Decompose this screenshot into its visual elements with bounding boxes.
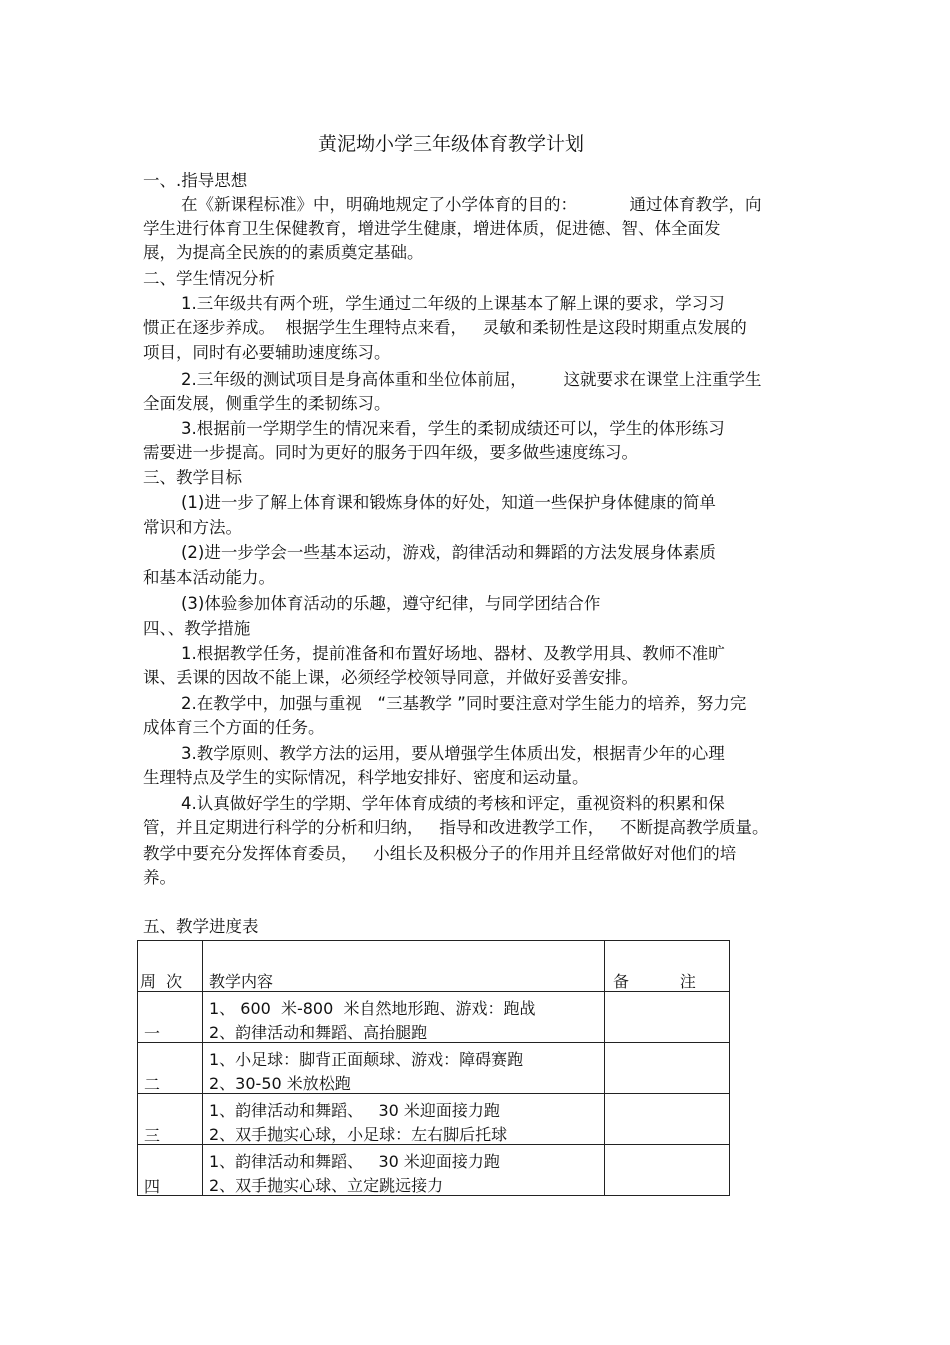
content-line: 1、小足球：脚背正面颠球、游戏：障碍赛跑 <box>209 1050 524 1069</box>
section-text-line: (2)进一步学会一些基本运动，游戏，韵律活动和舞蹈的方法发展身体素质 <box>181 543 716 562</box>
table-row <box>138 1043 730 1094</box>
content-line: 1、 600 米-800 米自然地形跑、游戏：跑战 <box>209 999 536 1018</box>
header-cell-content <box>203 941 605 992</box>
content-line: 2、30-50 米放松跑 <box>209 1074 351 1093</box>
content-cell <box>203 1043 605 1094</box>
content-cell <box>203 1094 605 1145</box>
section-heading-schedule: 五、教学进度表 <box>143 917 259 936</box>
section-text-line: 学生进行体育卫生保健教育，增进学生健康，增进体质，促进德、智、体全面发 <box>143 219 721 238</box>
notes-cell <box>605 1043 730 1094</box>
section-text-line: (1)进一步了解上体育课和锻炼身体的好处，知道一些保护身体健康的简单 <box>181 493 716 512</box>
notes-cell <box>605 992 730 1043</box>
table-header-row <box>138 941 730 992</box>
header-notes-label: 备 注 <box>613 972 696 991</box>
section-text-line: 展，为提高全民族的的素质奠定基础。 <box>143 243 424 262</box>
table-row <box>138 1145 730 1196</box>
section-text-line: 需要进一步提高。同时为更好的服务于四年级，要多做些速度练习。 <box>143 443 638 462</box>
section-text-line: 惯正在逐步养成。 根据学生生理特点来看， 灵敏和柔韧性是这段时期重点发展的 <box>143 318 747 337</box>
week-cell <box>138 992 203 1043</box>
section-text-line: 3.教学原则、教学方法的运用，要从增强学生体质出发，根据青少年的心理 <box>181 744 725 763</box>
section-heading-guiding-ideology: 一、.指导思想 <box>143 171 248 190</box>
schedule-table <box>137 940 730 1196</box>
section-text-line: 课、丢课的因故不能上课，必须经学校领导同意，并做好妥善安排。 <box>143 668 638 687</box>
content-line: 1、韵律活动和舞蹈、 30 米迎面接力跑 <box>209 1101 500 1120</box>
week-label: 三 <box>144 1126 161 1145</box>
content-line: 2、韵律活动和舞蹈、高抬腿跑 <box>209 1023 428 1042</box>
section-text-line: 1.根据教学任务，提前准备和布置好场地、器材、及教学用具、教师不准旷 <box>181 644 725 663</box>
content-cell <box>203 992 605 1043</box>
section-text-line: 4.认真做好学生的学期、学年体育成绩的考核和评定，重视资料的积累和保 <box>181 794 725 813</box>
section-text-line: 常识和方法。 <box>143 518 242 537</box>
section-text-line: 2.三年级的测试项目是身高体重和坐位体前屈， 这就要求在课堂上注重学生 <box>181 370 762 389</box>
section-text-line: 项目，同时有必要辅助速度练习。 <box>143 343 391 362</box>
week-cell <box>138 1145 203 1196</box>
week-label: 二 <box>144 1075 161 1094</box>
content-line: 2、双手抛实心球、立定跳远接力 <box>209 1176 444 1195</box>
section-text-line: 生理特点及学生的实际情况，科学地安排好、密度和运动量。 <box>143 768 589 787</box>
section-text-line: 全面发展，侧重学生的柔韧练习。 <box>143 394 391 413</box>
section-heading-teaching-goals: 三、教学目标 <box>143 468 242 487</box>
section-text-line: 养。 <box>143 868 176 887</box>
section-text-line: 1.三年级共有两个班，学生通过二年级的上课基本了解上课的要求，学习习 <box>181 294 725 313</box>
content-line: 1、韵律活动和舞蹈、 30 米迎面接力跑 <box>209 1152 500 1171</box>
section-heading-student-analysis: 二、学生情况分析 <box>143 269 275 288</box>
header-cell-notes <box>605 941 730 992</box>
header-week-label: 周 次 <box>140 972 183 991</box>
content-line: 2、双手抛实心球，小足球：左右脚后托球 <box>209 1125 508 1144</box>
content-cell <box>203 1145 605 1196</box>
notes-cell <box>605 1145 730 1196</box>
section-text-line: (3)体验参加体育活动的乐趣，遵守纪律，与同学团结合作 <box>181 594 601 613</box>
section-text-line: 成体育三个方面的任务。 <box>143 718 325 737</box>
section-text-line: 教学中要充分发挥体育委员， 小组长及积极分子的作用并且经常做好对他们的培 <box>143 844 737 863</box>
table-row <box>138 1094 730 1145</box>
header-cell-week <box>138 941 203 992</box>
notes-cell <box>605 1094 730 1145</box>
section-text-line: 管，并且定期进行科学的分析和归纳， 指导和改进教学工作， 不断提高教学质量。 <box>143 818 769 837</box>
table-row <box>138 992 730 1043</box>
week-cell <box>138 1043 203 1094</box>
week-label: 一 <box>144 1024 161 1043</box>
section-text-line: 2.在教学中，加强与重视 “三基教学 ”同时要注意对学生能力的培养，努力完 <box>181 694 747 713</box>
section-text-line: 在《新课程标准》中，明确地规定了小学体育的目的： 通过体育教学，向 <box>181 195 762 214</box>
header-content-label: 教学内容 <box>209 972 274 991</box>
week-cell <box>138 1094 203 1145</box>
section-text-line: 3.根据前一学期学生的情况来看，学生的柔韧成绩还可以，学生的体形练习 <box>181 419 725 438</box>
page-title: 黄泥坳小学三年级体育教学计划 <box>318 133 585 155</box>
week-label: 四 <box>144 1177 161 1196</box>
section-heading-teaching-measures: 四、、教学措施 <box>143 619 251 638</box>
section-text-line: 和基本活动能力。 <box>143 568 275 587</box>
